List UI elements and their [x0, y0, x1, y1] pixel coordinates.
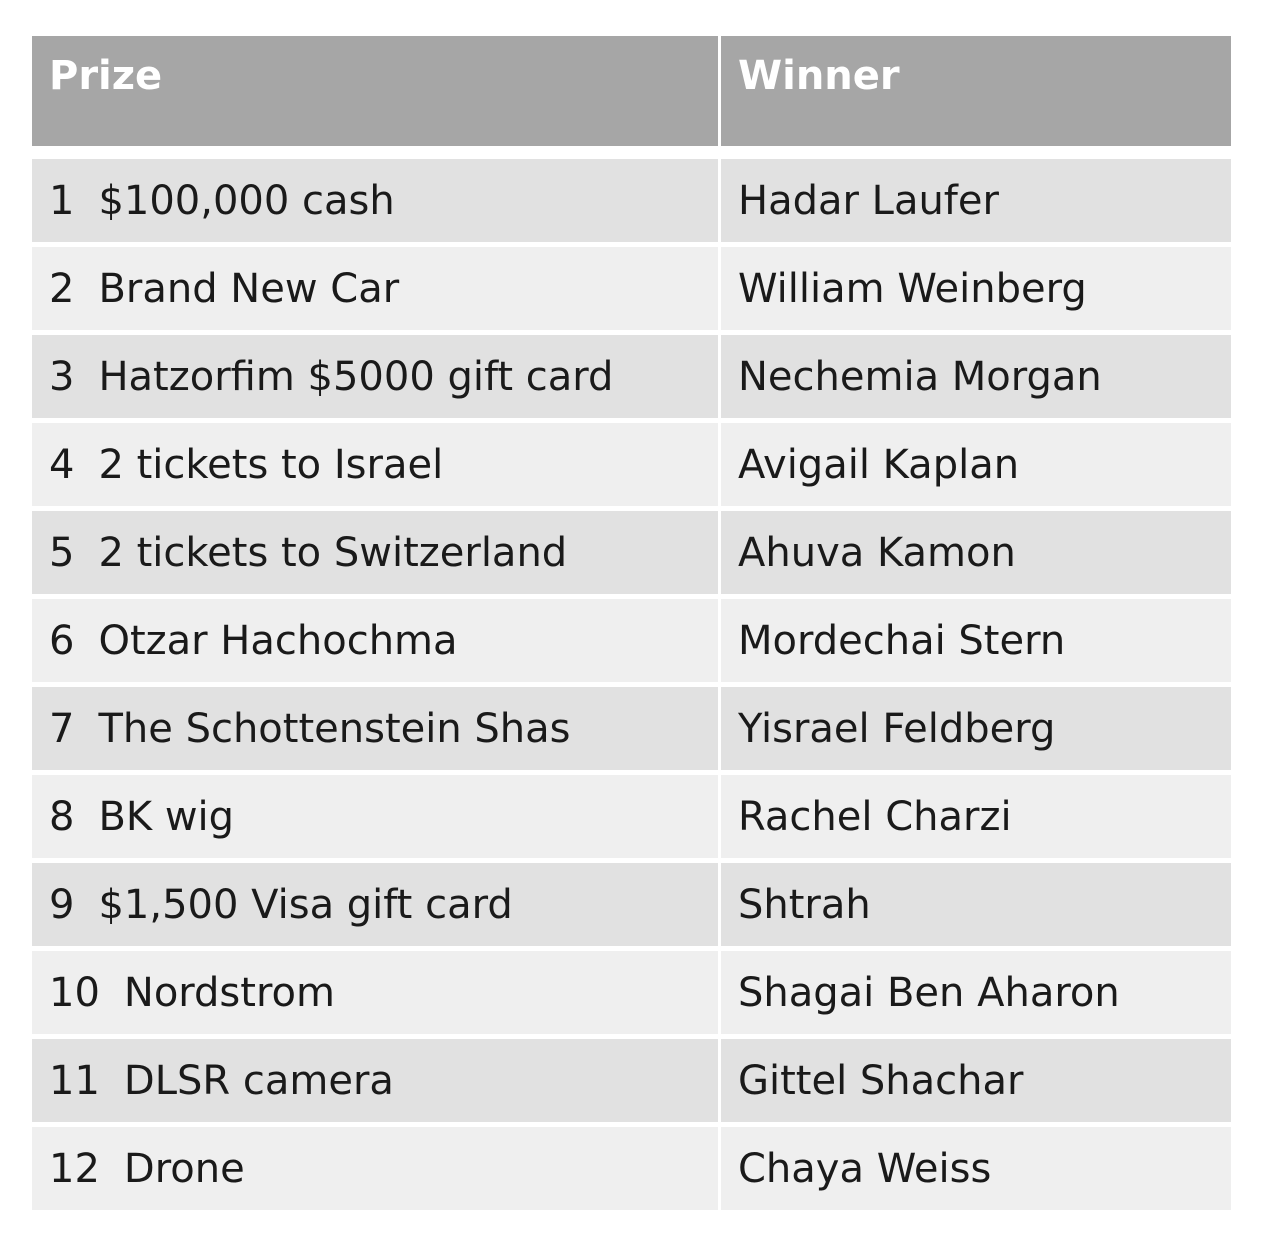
prize-number: 9: [49, 881, 75, 928]
prize-cell: [32, 1039, 718, 1122]
prize-cell: [32, 335, 718, 418]
winner-cell: William Weinberg: [721, 247, 1231, 330]
prize-cell: [32, 863, 718, 946]
winner-cell: Shagai Ben Aharon: [721, 951, 1231, 1034]
table-row: [32, 247, 1231, 330]
table-row: [32, 1039, 1231, 1122]
winner-cell: Gittel Shachar: [721, 1039, 1231, 1122]
prize-cell: [32, 511, 718, 594]
table-row: [32, 599, 1231, 682]
winner-cell: Shtrah: [721, 863, 1231, 946]
winner-cell: Yisrael Feldberg: [721, 687, 1231, 770]
prize-number: 5: [49, 529, 75, 576]
table-row: [32, 687, 1231, 770]
prize-number: 2: [49, 265, 75, 312]
prize-number: 10: [49, 969, 100, 1016]
winner-cell: Ahuva Kamon: [721, 511, 1231, 594]
prize-number: 7: [49, 705, 75, 752]
prize-winners-table: [32, 36, 1231, 1210]
prize-number: 11: [49, 1057, 100, 1104]
prize-number: 1: [49, 177, 75, 224]
prize-cell: [32, 599, 718, 682]
table-row: [32, 951, 1231, 1034]
prize-name: 2 tickets to Switzerland: [98, 529, 568, 576]
prize-name: $1,500 Visa gift card: [98, 881, 513, 928]
prize-name: Nordstrom: [123, 969, 335, 1016]
prize-name: DLSR camera: [123, 1057, 394, 1104]
prize-number: 12: [49, 1145, 100, 1192]
table-row: [32, 1127, 1231, 1210]
table-row: [32, 511, 1231, 594]
winner-cell: Chaya Weiss: [721, 1127, 1231, 1210]
prize-name: $100,000 cash: [98, 177, 395, 224]
prize-cell: [32, 423, 718, 506]
winner-column-header: Winner: [721, 36, 1231, 146]
prize-name: The Schottenstein Shas: [98, 705, 571, 752]
table-header-row: [32, 36, 1231, 146]
prize-column-header: Prize: [32, 36, 718, 146]
winner-cell: Mordechai Stern: [721, 599, 1231, 682]
table-row: [32, 423, 1231, 506]
table-row: [32, 159, 1231, 242]
prize-name: BK wig: [98, 793, 235, 840]
table-row: [32, 863, 1231, 946]
prize-cell: [32, 247, 718, 330]
winner-cell: Nechemia Morgan: [721, 335, 1231, 418]
prize-name: Hatzorfim $5000 gift card: [98, 353, 614, 400]
prize-cell: [32, 687, 718, 770]
prize-number: 8: [49, 793, 75, 840]
prize-cell: [32, 1127, 718, 1210]
winner-cell: Hadar Laufer: [721, 159, 1231, 242]
table-row: [32, 775, 1231, 858]
prize-name: 2 tickets to Israel: [98, 441, 444, 488]
prize-name: Drone: [123, 1145, 245, 1192]
prize-cell: [32, 775, 718, 858]
prize-name: Brand New Car: [98, 265, 400, 312]
prize-cell: [32, 159, 718, 242]
winner-cell: Avigail Kaplan: [721, 423, 1231, 506]
winner-cell: Rachel Charzi: [721, 775, 1231, 858]
prize-name: Otzar Hachochma: [98, 617, 458, 664]
prize-cell: [32, 951, 718, 1034]
prize-number: 3: [49, 353, 75, 400]
table-row: [32, 335, 1231, 418]
prize-number: 6: [49, 617, 75, 664]
prize-number: 4: [49, 441, 75, 488]
